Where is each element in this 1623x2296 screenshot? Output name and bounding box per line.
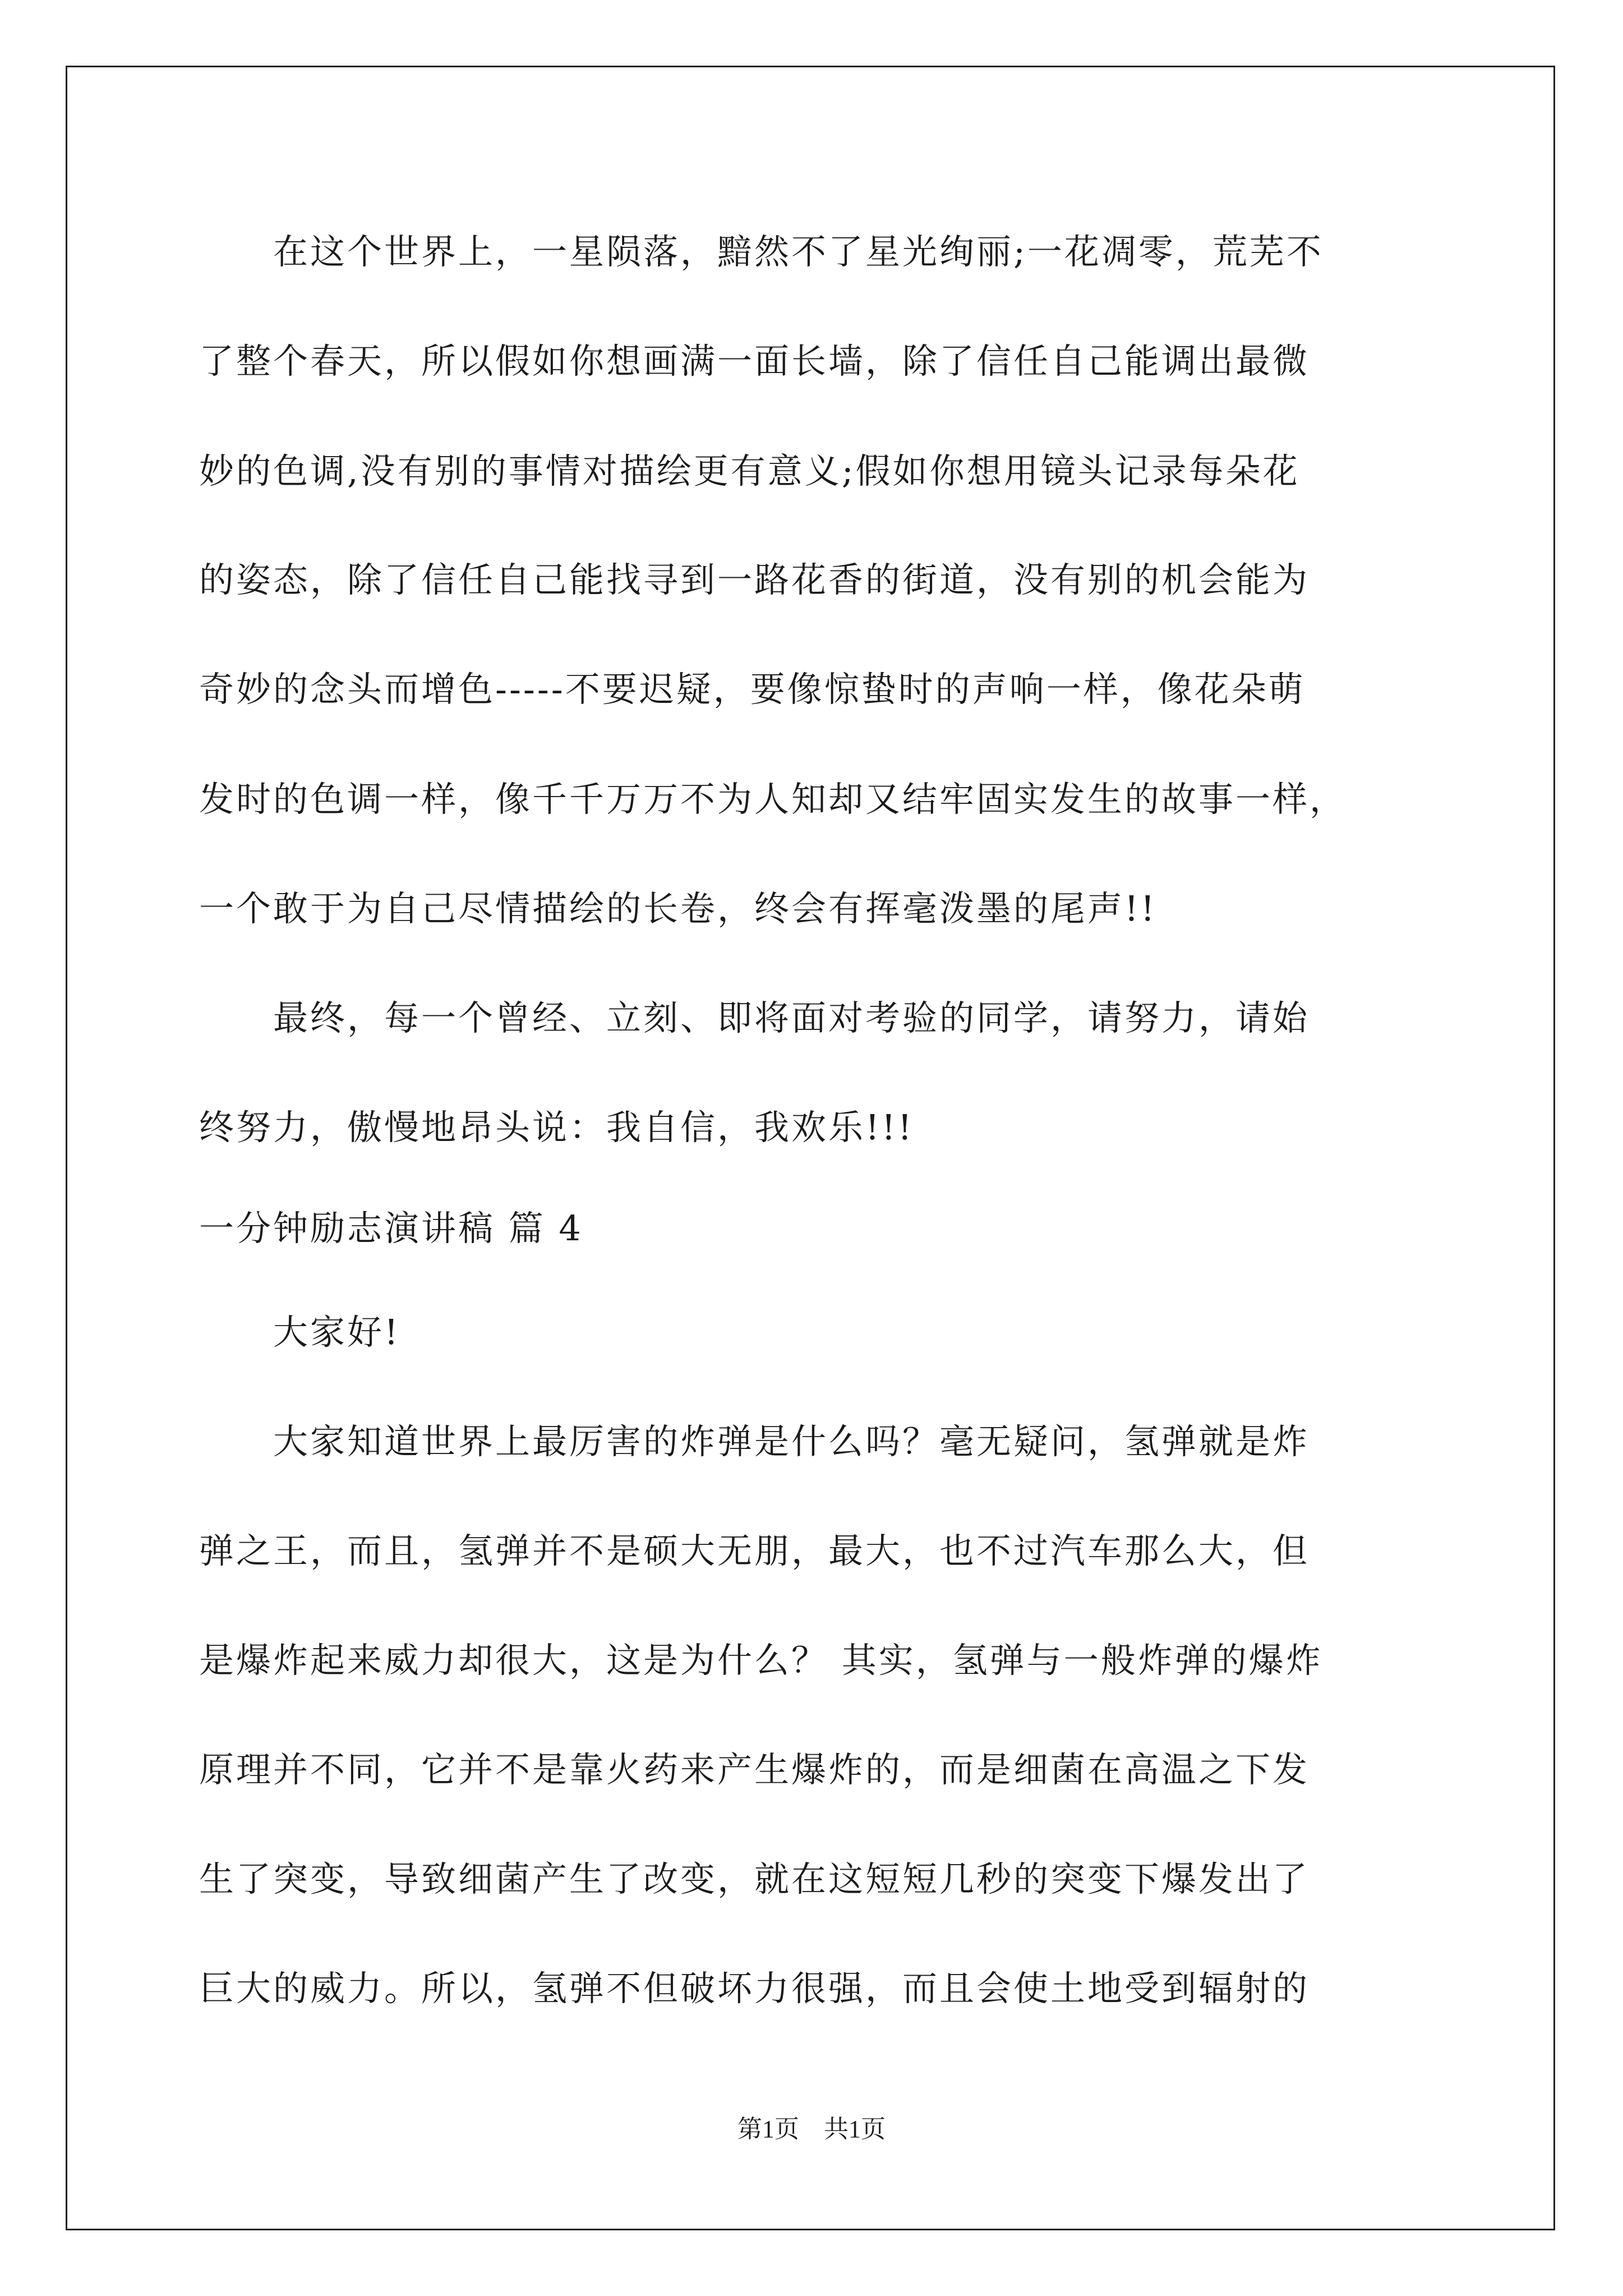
page-footer: 第1页 共1页 [737, 2115, 886, 2143]
text-line: 巨大的威力。所以，氢弹不但破坏力很强，而且会使土地受到辐射的 [199, 1968, 1310, 2009]
text-line: 大家好! [199, 1312, 400, 1352]
text-line: 的姿态，除了信任自己能找寻到一路花香的街道，没有别的机会能为 [199, 559, 1310, 600]
text-line: 在这个世界上，一星陨落，黯然不了星光绚丽;一花凋零，荒芜不 [199, 231, 1324, 272]
text-line: 奇妙的念头而增色-----不要迟疑，要像惊蛰时的声响一样，像花朵萌 [199, 669, 1306, 710]
text-line: 发时的色调一样，像千千万万不为人知却又结牢固实发生的故事一样， [199, 779, 1347, 820]
text-line: 原理并不同，它并不是靠火药来产生爆炸的，而是细菌在高温之下发 [199, 1749, 1310, 1790]
text-line: 一个敢于为自己尽情描绘的长卷，终会有挥毫泼墨的尾声!! [199, 888, 1157, 929]
text-line: 弹之王，而且，氢弹并不是硕大无朋，最大，也不过汽车那么大，但 [199, 1530, 1310, 1571]
text-line: 生了突变，导致细菌产生了改变，就在这短短几秒的突变下爆发出了 [199, 1858, 1310, 1899]
section-heading: 一分钟励志演讲稿 篇 4 [199, 1208, 583, 1249]
text-line: 最终，每一个曾经、立刻、即将面对考验的同学，请努力，请始 [199, 997, 1310, 1038]
text-line: 终努力，傲慢地昂头说：我自信，我欢乐!!! [199, 1107, 914, 1148]
text-line: 大家知道世界上最厉害的炸弹是什么吗？毫无疑问，氢弹就是炸 [199, 1421, 1310, 1462]
text-line: 了整个春天，所以假如你想画满一面长墙，除了信任自己能调出最微 [199, 341, 1310, 381]
text-line: 是爆炸起来威力却很大，这是为什么？ 其实，氢弹与一般炸弹的爆炸 [199, 1640, 1323, 1681]
text-line: 妙的色调,没有别的事情对描绘更有意义;假如你想用镜头记录每朵花 [199, 450, 1300, 491]
